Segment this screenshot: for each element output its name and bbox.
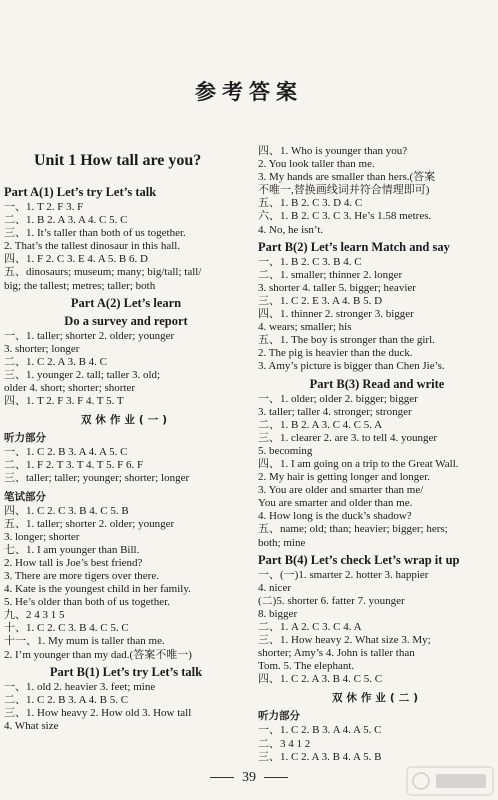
answer-line: 4. What size [4,719,59,732]
answer-line: 三、1. How heavy 2. What size 3. My; [258,634,431,647]
answer-line: 十、1. C 2. C 3. B 4. C 5. C [4,622,129,635]
footer-dash-right [264,777,288,778]
section-heading: Part A(1) Let’s try Let’s talk [4,185,157,199]
answer-line: 一、1. C 2. B 3. A 4. A 5. C [4,446,128,459]
answer-line: 一、1. C 2. B 3. A 4. A 5. C [258,724,382,737]
answer-line: 二、1. A 2. C 3. C 4. A [258,621,362,633]
answer-line: 七、1. I am younger than Bill. [4,543,140,556]
answer-line: 一、1. old 2. heavier 3. feet; mine [4,680,156,693]
answer-line: 5. becoming [258,444,313,457]
answer-line: 十一、1. My mum is taller than me. [4,635,165,648]
answer-block [258,145,496,237]
answer-line: 一、1. T 2. F 3. F [4,201,84,213]
answer-line: 3. You are older and smarter than me/ [258,484,424,497]
answer-line: 4. wears; smaller; his [258,321,352,334]
section-heading: Part B(3) Read and write [309,376,445,391]
answer-line: 四、1. C 2. C 3. B 4. C 5. B [4,504,129,517]
answer-line: 二、1. C 2. A 3. B 4. C [4,355,107,368]
answer-line: 四、1. I am going on a trip to the Great Wall. [258,457,459,470]
answer-block [258,673,496,686]
answer-line: You are smarter and older than me. [258,497,413,510]
answer-block [258,393,496,550]
answer-line: 五、1. B 2. C 3. D 4. C [258,197,363,210]
answer-line: 3. longer; shorter [4,530,80,543]
answer-block [4,681,248,733]
answer-line: 四、1. Who is younger than you? [258,145,408,157]
answer-line: 一、(一)1. smarter 2. hotter 3. happier [258,568,429,581]
answer-line: big; the tallest; metres; taller; both [4,279,156,292]
listening-heading: 听力部分 [258,710,300,723]
answer-line: older 4. short; shorter; shorter [4,382,136,395]
answer-line: 三、1. It’s taller than both of us together. [4,227,186,240]
answer-line: 一、1. taller; shorter 2. older; younger [4,329,175,342]
written-heading: 笔试部分 [4,490,46,503]
answer-line: 四、1. F 2. C 3. E 4. A 5. B 6. D [4,253,148,266]
left-column [4,152,248,733]
homework-heading: 双休作业(二) [331,692,423,705]
answer-line: 三、1. C 2. E 3. A 4. B 5. D [258,294,383,307]
answer-line: 五、1. taller; shorter 2. older; younger [4,517,175,530]
answer-line: 二、1. B 2. A 3. A 4. C 5. C [4,214,128,227]
answer-line: 九、2 4 3 1 5 [4,609,65,622]
answer-line: 5. He’s older than both of us together. [4,596,170,609]
answer-line: 二、1. C 2. B 3. A 4. B 5. C [4,693,129,706]
answer-block [4,201,248,293]
answer-block [258,256,496,374]
unit-title: Unit 1 How tall are you? [34,152,202,169]
answer-line: 3. Amy’s picture is bigger than Chen Jie’s. [258,360,445,373]
answer-line: 2. That’s the tallest dinosaur in this hall. [4,240,181,253]
answer-line: 4. No, he isn’t. [258,223,324,236]
answer-line: 4. Kate is the youngest child in her family. [4,583,191,596]
answer-line: Tom. 5. The elephant. [258,660,355,673]
answer-line: 五、dinosaurs; museum; many; big/tall; tall/ [4,266,202,279]
answer-line: 三、1. younger 2. tall; taller 3. old; [4,368,161,381]
homework-heading: 双休作业(一) [80,414,172,427]
answer-line: 一、1. B 2. C 3. B 4. C [258,255,362,268]
answer-line: 2. How tall is Joe’s best friend? [4,556,143,569]
answer-line: 3. shorter 4. taller 5. bigger; heavier [258,281,416,294]
answer-block [4,330,248,409]
answer-line: 不唯一,替换画线词并符合情理即可) [258,184,430,197]
answer-block [4,505,248,662]
answer-line: 六、1. B 2. C 3. C 3. He’s 1.58 metres. [258,210,432,223]
answer-line: 8. bigger [258,607,298,620]
answer-line: 2. My hair is getting longer and longer. [258,471,430,484]
answer-line: 3. shorter; longer [4,342,80,355]
answer-line: 2. I’m younger than my dad.(答案不唯一) [4,648,192,661]
answer-line: 五、name; old; than; heavier; bigger; hers; [258,523,448,536]
answer-line: 五、1. The boy is stronger than the girl. [258,334,435,347]
answer-line: 3. There are more tigers over there. [4,569,159,582]
answer-line: 四、1. T 2. F 3. F 4. T 5. T [4,395,124,408]
page-title: 参考答案 [195,79,303,104]
answer-line: 三、1. How heavy 2. How old 3. How tall [4,706,192,719]
answer-line: 3. taller; taller 4. stronger; stronger [258,405,412,418]
answer-block [4,446,248,485]
answer-block [258,569,496,674]
answer-line: 2. The pig is heavier than the duck. [258,347,413,360]
answer-block [258,724,496,763]
answer-line: 二、1. F 2. T 3. T 4. T 5. F 6. F [4,459,144,472]
answer-line: 二、1. B 2. A 3. C 4. C 5. A [258,418,383,431]
answer-line: 三、taller; taller; younger; shorter; longer [4,472,190,485]
section-heading: Part B(4) Let’s check Let’s wrap it up [258,552,460,567]
section-heading: Part B(1) Let’s try Let’s talk [49,664,203,679]
answer-line: 4. nicer [258,581,291,594]
page-number: 39 [242,770,256,785]
right-column [258,145,496,764]
answer-line: 2. You look taller than me. [258,158,375,171]
answer-line: 4. How long is the duck’s shadow? [258,510,412,523]
listening-heading: 听力部分 [4,432,46,445]
watermark-logo-icon [406,766,494,796]
section-heading: Part B(2) Let’s learn Match and say [258,239,450,254]
answer-line: 二、1. smaller; thinner 2. longer [258,268,403,281]
section-heading: Part A(2) Let’s learn [70,295,182,310]
answer-line: 三、1. C 2. A 3. B 4. A 5. B [258,750,382,763]
answer-line: both; mine [258,536,306,549]
answer-line: 一、1. older; older 2. bigger; bigger [258,392,418,405]
answer-line: 四、1. thinner 2. stronger 3. bigger [258,308,414,321]
answer-line: 二、3 4 1 2 [258,737,311,750]
answer-line: 四、1. C 2. A 3. B 4. C 5. C [258,673,383,686]
answer-line: 3. My hands are smaller than hers.(答案 [258,171,436,184]
answer-line: (二)5. shorter 6. fatter 7. younger [258,594,405,607]
answer-line: 三、1. clearer 2. are 3. to tell 4. younger [258,431,437,444]
section-subheading: Do a survey and report [64,313,188,328]
footer-dash-left [210,777,234,778]
answer-line: shorter; Amy’s 4. John is taller than [258,647,415,660]
